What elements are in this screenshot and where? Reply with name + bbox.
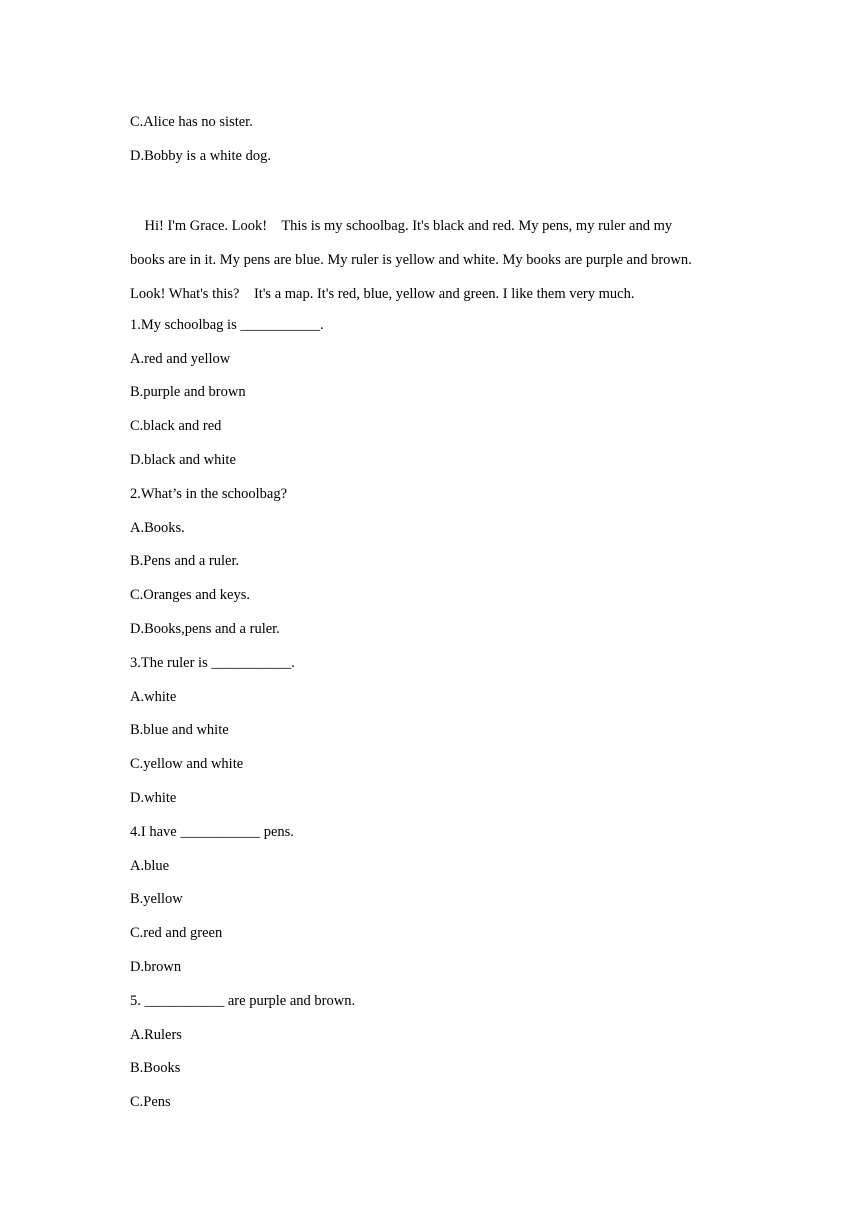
reading-passage: [130, 210, 730, 311]
passage-line: Look! What's this? It's a map. It's red, blue, yellow and green. I like them very much.: [130, 285, 635, 302]
option-a: A.blue: [130, 857, 170, 874]
option-b: B.yellow: [130, 891, 183, 908]
option-d: D.brown: [130, 958, 182, 975]
question-2: [130, 481, 730, 650]
option-d: D.Books,pens and a ruler.: [130, 620, 280, 637]
option-c: C.Pens: [130, 1094, 171, 1111]
option-c: C.yellow and white: [130, 756, 244, 773]
option-c: C.red and green: [130, 925, 223, 942]
passage-line: Hi! I'm Grace. Look! This is my schoolbag. It's black and red. My pens, my ruler and my: [130, 218, 673, 235]
option-c: C.black and red: [130, 418, 222, 435]
document-page: [130, 109, 730, 1123]
prev-option-d: D.Bobby is a white dog.: [130, 147, 271, 164]
option-d: D.black and white: [130, 451, 236, 468]
option-b: B.blue and white: [130, 722, 229, 739]
option-a: A.white: [130, 688, 177, 705]
question-4: [130, 819, 730, 988]
option-b: B.purple and brown: [130, 384, 246, 401]
question-stem: 3.The ruler is ___________.: [130, 654, 295, 671]
option-a: A.Rulers: [130, 1026, 182, 1043]
question-1: [130, 312, 730, 481]
question-stem: 1.My schoolbag is ___________.: [130, 316, 324, 333]
option-a: A.Books.: [130, 519, 185, 536]
question-stem: 2.What’s in the schoolbag?: [130, 485, 288, 502]
question-stem: 5. ___________ are purple and brown.: [130, 992, 356, 1009]
passage-line: books are in it. My pens are blue. My ruler is yellow and white. My books are purple and brown.: [130, 252, 692, 269]
question-stem: 4.I have ___________ pens.: [130, 823, 294, 840]
option-c: C.Oranges and keys.: [130, 587, 251, 604]
option-d: D.white: [130, 789, 177, 806]
option-b: B.Books: [130, 1060, 181, 1077]
prev-option-c: C.Alice has no sister.: [130, 114, 253, 130]
question-3: [130, 650, 730, 819]
option-b: B.Pens and a ruler.: [130, 553, 240, 570]
spacer: [130, 177, 730, 211]
option-a: A.red and yellow: [130, 350, 231, 367]
question-5: [130, 988, 730, 1123]
